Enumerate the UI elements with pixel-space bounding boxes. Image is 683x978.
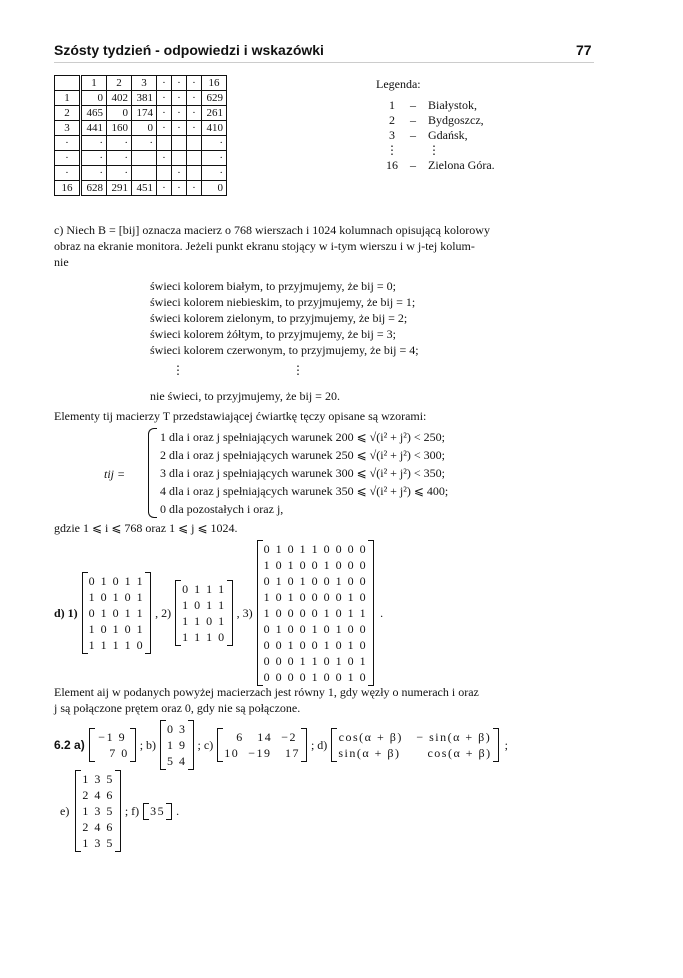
column-header: 2 (107, 76, 132, 91)
matrix-row: 1 3 5 (82, 836, 114, 850)
table-cell: 0 (81, 91, 107, 106)
part-d-sep3: , 3) (236, 605, 253, 620)
matrix-c (217, 728, 307, 762)
ex62-label: 6.2 a) (54, 738, 85, 752)
legend-dash: – (410, 128, 416, 142)
legend-city: Gdańsk, (428, 128, 468, 142)
matrix-row: 1 0 1 0 1 (88, 622, 145, 636)
matrix-row: 0 1 0 1 1 (88, 606, 145, 620)
table-cell: 381 (132, 91, 157, 106)
table-cell: · (107, 136, 132, 151)
f-label: ; f) (124, 803, 140, 818)
elements-line: Elementy tij macierzy T przedstawiającej ćwiartkę tęczy opisane są wzorami: (54, 409, 427, 423)
matrix-row: 1 3 5 (82, 772, 114, 786)
table-cell (172, 136, 187, 151)
legend-city: Bydgoszcz, (428, 113, 484, 127)
matrix-row: 0 1 0 0 1 0 1 0 0 (263, 622, 368, 636)
b-label: ; b) (139, 737, 157, 752)
table-cell: 16 (55, 181, 81, 196)
table-cell: · (187, 106, 202, 121)
matrix-row: 0 1 0 1 0 0 1 0 0 (263, 574, 368, 588)
legend-title: Legenda: (376, 77, 421, 91)
matrix-row: 7 0 (95, 746, 129, 760)
case-item: 2 dla i oraz j spełniających warunek 250 ⩽ √(i² + j²) < 300; (160, 448, 445, 462)
table-cell (187, 136, 202, 151)
note-line2: j są połączone prętem oraz 0, gdy nie są połączone. (54, 701, 301, 715)
case-item: 4 dla i oraz j spełniających warunek 350 ⩽ √(i² + j²) ⩽ 400; (160, 484, 449, 498)
matrix-row: 1 1 0 1 (182, 614, 226, 628)
part-d-end: . (380, 605, 384, 620)
table-cell (187, 166, 202, 181)
legend-dash: – (410, 113, 416, 127)
color-item: świeci kolorem niebieskim, to przyjmujemy, że bij = 1; (150, 295, 416, 309)
table-cell: · (107, 166, 132, 181)
cases-list (160, 428, 448, 518)
case-item: 3 dla i oraz j spełniających warunek 300 ⩽ √(i² + j²) < 350; (160, 466, 445, 480)
legend-city: Zielona Góra. (428, 158, 495, 172)
table-cell: · (187, 91, 202, 106)
part-d-label: d) 1) (54, 605, 78, 620)
table-cell: · (157, 181, 172, 196)
matrix-row: 6 14 −2 (227, 730, 297, 744)
table-cell: · (81, 166, 107, 181)
table-cell: · (55, 166, 81, 181)
table-row (55, 166, 227, 181)
legend-num: 2 (389, 113, 395, 127)
part-c-line2: obraz na ekranie monitora. Jeżeli punkt ekranu stojący w i-tym wierszu i w j-tej kolum- (54, 239, 475, 253)
table-cell: · (157, 121, 172, 136)
ex62-row1 (54, 720, 508, 770)
column-header: · (187, 76, 202, 91)
table-cell: · (187, 181, 202, 196)
legend-dash (404, 143, 422, 158)
matrix-rows (82, 771, 114, 851)
table-cell: 174 (132, 106, 157, 121)
matrix-d (331, 728, 498, 762)
ex62-row2 (54, 768, 179, 854)
f-end: . (176, 803, 180, 818)
page-header-title: Szósty tydzień - odpowiedzi i wskazówki (54, 42, 324, 58)
matrix-row: cos(α + β) − sin(α + β) (338, 730, 492, 744)
table-row (55, 151, 227, 166)
color-item: świeci kolorem białym, to przyjmujemy, że bij = 0; (150, 279, 396, 293)
table-cell (132, 151, 157, 166)
column-header (55, 76, 81, 91)
table-cell: · (107, 151, 132, 166)
matrix-row: 0 0 0 0 1 0 0 1 0 (263, 670, 368, 684)
matrix-rows (264, 541, 368, 685)
table-row (55, 136, 227, 151)
d-end: ; (504, 737, 508, 752)
matrix-3 (257, 540, 375, 686)
table-row (55, 181, 227, 196)
matrix-row: 1 0 1 0 1 (88, 590, 145, 604)
table-cell: · (202, 151, 227, 166)
table-cell: 441 (81, 121, 107, 136)
table-row (55, 121, 227, 136)
matrix-row: 1 0 1 1 (182, 598, 226, 612)
matrix-row: 0 1 1 1 (182, 582, 226, 596)
matrix-row: 1 3 5 (82, 804, 114, 818)
legend-city: Białystok, (428, 98, 478, 112)
table-cell (157, 166, 172, 181)
legend-item (380, 128, 501, 143)
table-row (55, 106, 227, 121)
matrix-a (89, 728, 136, 762)
note-line1: Element aij w podanych powyżej macierzach jest równy 1, gdy węzły o numerach i oraz (54, 685, 479, 699)
table-cell: 291 (107, 181, 132, 196)
matrix-b (160, 720, 194, 770)
cases-brace (148, 428, 157, 518)
matrix-row: 0 0 0 1 1 0 1 0 1 (263, 654, 368, 668)
legend-num: 16 (386, 158, 398, 172)
c-label: ; c) (197, 737, 214, 752)
color-list (150, 278, 419, 358)
table-header-row (55, 76, 227, 91)
table-cell: · (202, 166, 227, 181)
d-label: ; d) (310, 737, 328, 752)
color-dots: ⋮ ⋮ (172, 363, 304, 377)
column-header: 3 (132, 76, 157, 91)
table-cell: 261 (202, 106, 227, 121)
table-cell: · (55, 151, 81, 166)
table-cell: 0 (107, 106, 132, 121)
table-cell: 629 (202, 91, 227, 106)
column-header: 16 (202, 76, 227, 91)
table-cell: 0 (202, 181, 227, 196)
matrix-row: 0 1 0 1 1 (88, 574, 145, 588)
color-item: świeci kolorem zielonym, to przyjmujemy, że bij = 2; (150, 311, 408, 325)
matrix-row: 1 0 0 0 0 1 0 1 1 (263, 606, 368, 620)
matrix-row: 1 1 1 1 0 (88, 638, 145, 652)
table-cell: · (157, 151, 172, 166)
legend-num: 3 (389, 128, 395, 142)
legend-dash: – (410, 98, 416, 112)
matrix-row: 2 4 6 (82, 788, 114, 802)
matrix-f-value: 35 (150, 803, 166, 818)
matrix-rows (89, 573, 145, 653)
matrix-row: 1 9 (167, 738, 187, 752)
table-row (55, 91, 227, 106)
part-c-line1: c) Niech B = [bij] oznacza macierz o 768 wierszach i 1024 kolumnach opisującą kolorowy (54, 223, 490, 237)
part-d (54, 538, 383, 688)
table-cell: 402 (107, 91, 132, 106)
column-header: 1 (81, 76, 107, 91)
matrix-f (143, 803, 172, 820)
table-cell: · (172, 181, 187, 196)
matrix-e (75, 770, 121, 852)
table-cell: 628 (81, 181, 107, 196)
case-item: 0 dla pozostałych i oraz j, (160, 502, 284, 516)
legend-item (380, 113, 501, 128)
matrix-row: 5 4 (167, 754, 187, 768)
legend-num: ⋮ (386, 143, 398, 157)
table-cell: · (81, 136, 107, 151)
legend-item (380, 158, 501, 173)
table-cell: · (172, 91, 187, 106)
legend-dash: – (410, 158, 416, 172)
table-cell: · (157, 91, 172, 106)
table-cell: · (157, 106, 172, 121)
table-cell: 0 (132, 121, 157, 136)
legend-city: ⋮ (428, 143, 440, 157)
legend (380, 98, 501, 173)
legend-item (380, 98, 501, 113)
matrix-row: 0 0 1 0 0 1 0 1 0 (263, 638, 368, 652)
matrix-row: 2 4 6 (82, 820, 114, 834)
table-cell: · (187, 121, 202, 136)
table-cell: 3 (55, 121, 81, 136)
page-number: 77 (576, 42, 592, 58)
part-c-line3: nie (54, 255, 69, 269)
color-item: świeci kolorem żółtym, to przyjmujemy, że bij = 3; (150, 327, 396, 341)
table-cell: 160 (107, 121, 132, 136)
where-line: gdzie 1 ⩽ i ⩽ 768 oraz 1 ⩽ j ⩽ 1024. (54, 521, 238, 535)
matrix-2 (175, 580, 233, 646)
matrix-rows (96, 729, 129, 761)
table-cell: 410 (202, 121, 227, 136)
table-cell (157, 136, 172, 151)
table-cell: · (55, 136, 81, 151)
part-d-note (54, 684, 614, 716)
matrix-row: 1 0 1 0 0 1 0 0 0 (263, 558, 368, 572)
table-cell: · (81, 151, 107, 166)
table-cell: · (172, 106, 187, 121)
matrix-rows (224, 729, 300, 761)
table-cell: · (172, 166, 187, 181)
table-cell (132, 166, 157, 181)
column-header: · (172, 76, 187, 91)
tij-label: tij = (104, 467, 126, 481)
matrix-row: 1 0 1 0 0 0 0 1 0 (263, 590, 368, 604)
matrix-rows (182, 581, 226, 645)
matrix-rows (338, 729, 491, 761)
matrix-row: −1 9 (98, 730, 127, 744)
part-d-sep2: , 2) (155, 605, 172, 620)
color-last: nie świeci, to przyjmujemy, że bij = 20. (150, 389, 340, 403)
table-cell: · (202, 136, 227, 151)
matrix-row: 0 1 0 1 1 0 0 0 0 (263, 542, 368, 556)
matrix-rows (167, 721, 187, 769)
matrix-row: sin(α + β) cos(α + β) (338, 746, 492, 760)
matrix-row: 10 −19 17 (224, 746, 300, 760)
column-header: · (157, 76, 172, 91)
matrix-row: 1 1 1 0 (182, 630, 226, 644)
distance-table (54, 75, 227, 196)
table-cell: 1 (55, 91, 81, 106)
e-label: e) (60, 803, 70, 818)
table-cell (187, 151, 202, 166)
matrix-row: 0 3 (167, 722, 187, 736)
header-rule (54, 62, 594, 63)
color-item: świeci kolorem czerwonym, to przyjmujemy, że bij = 4; (150, 343, 419, 357)
table-cell: · (172, 121, 187, 136)
table-cell: · (132, 136, 157, 151)
legend-item (380, 143, 501, 158)
case-item: 1 dla i oraz j spełniających warunek 200 ⩽ √(i² + j²) < 250; (160, 430, 445, 444)
table-cell: 451 (132, 181, 157, 196)
part-c-intro (54, 222, 594, 270)
table-cell (172, 151, 187, 166)
legend-num: 1 (389, 98, 395, 112)
table-cell: 465 (81, 106, 107, 121)
matrix-1 (82, 572, 152, 654)
table-cell: 2 (55, 106, 81, 121)
